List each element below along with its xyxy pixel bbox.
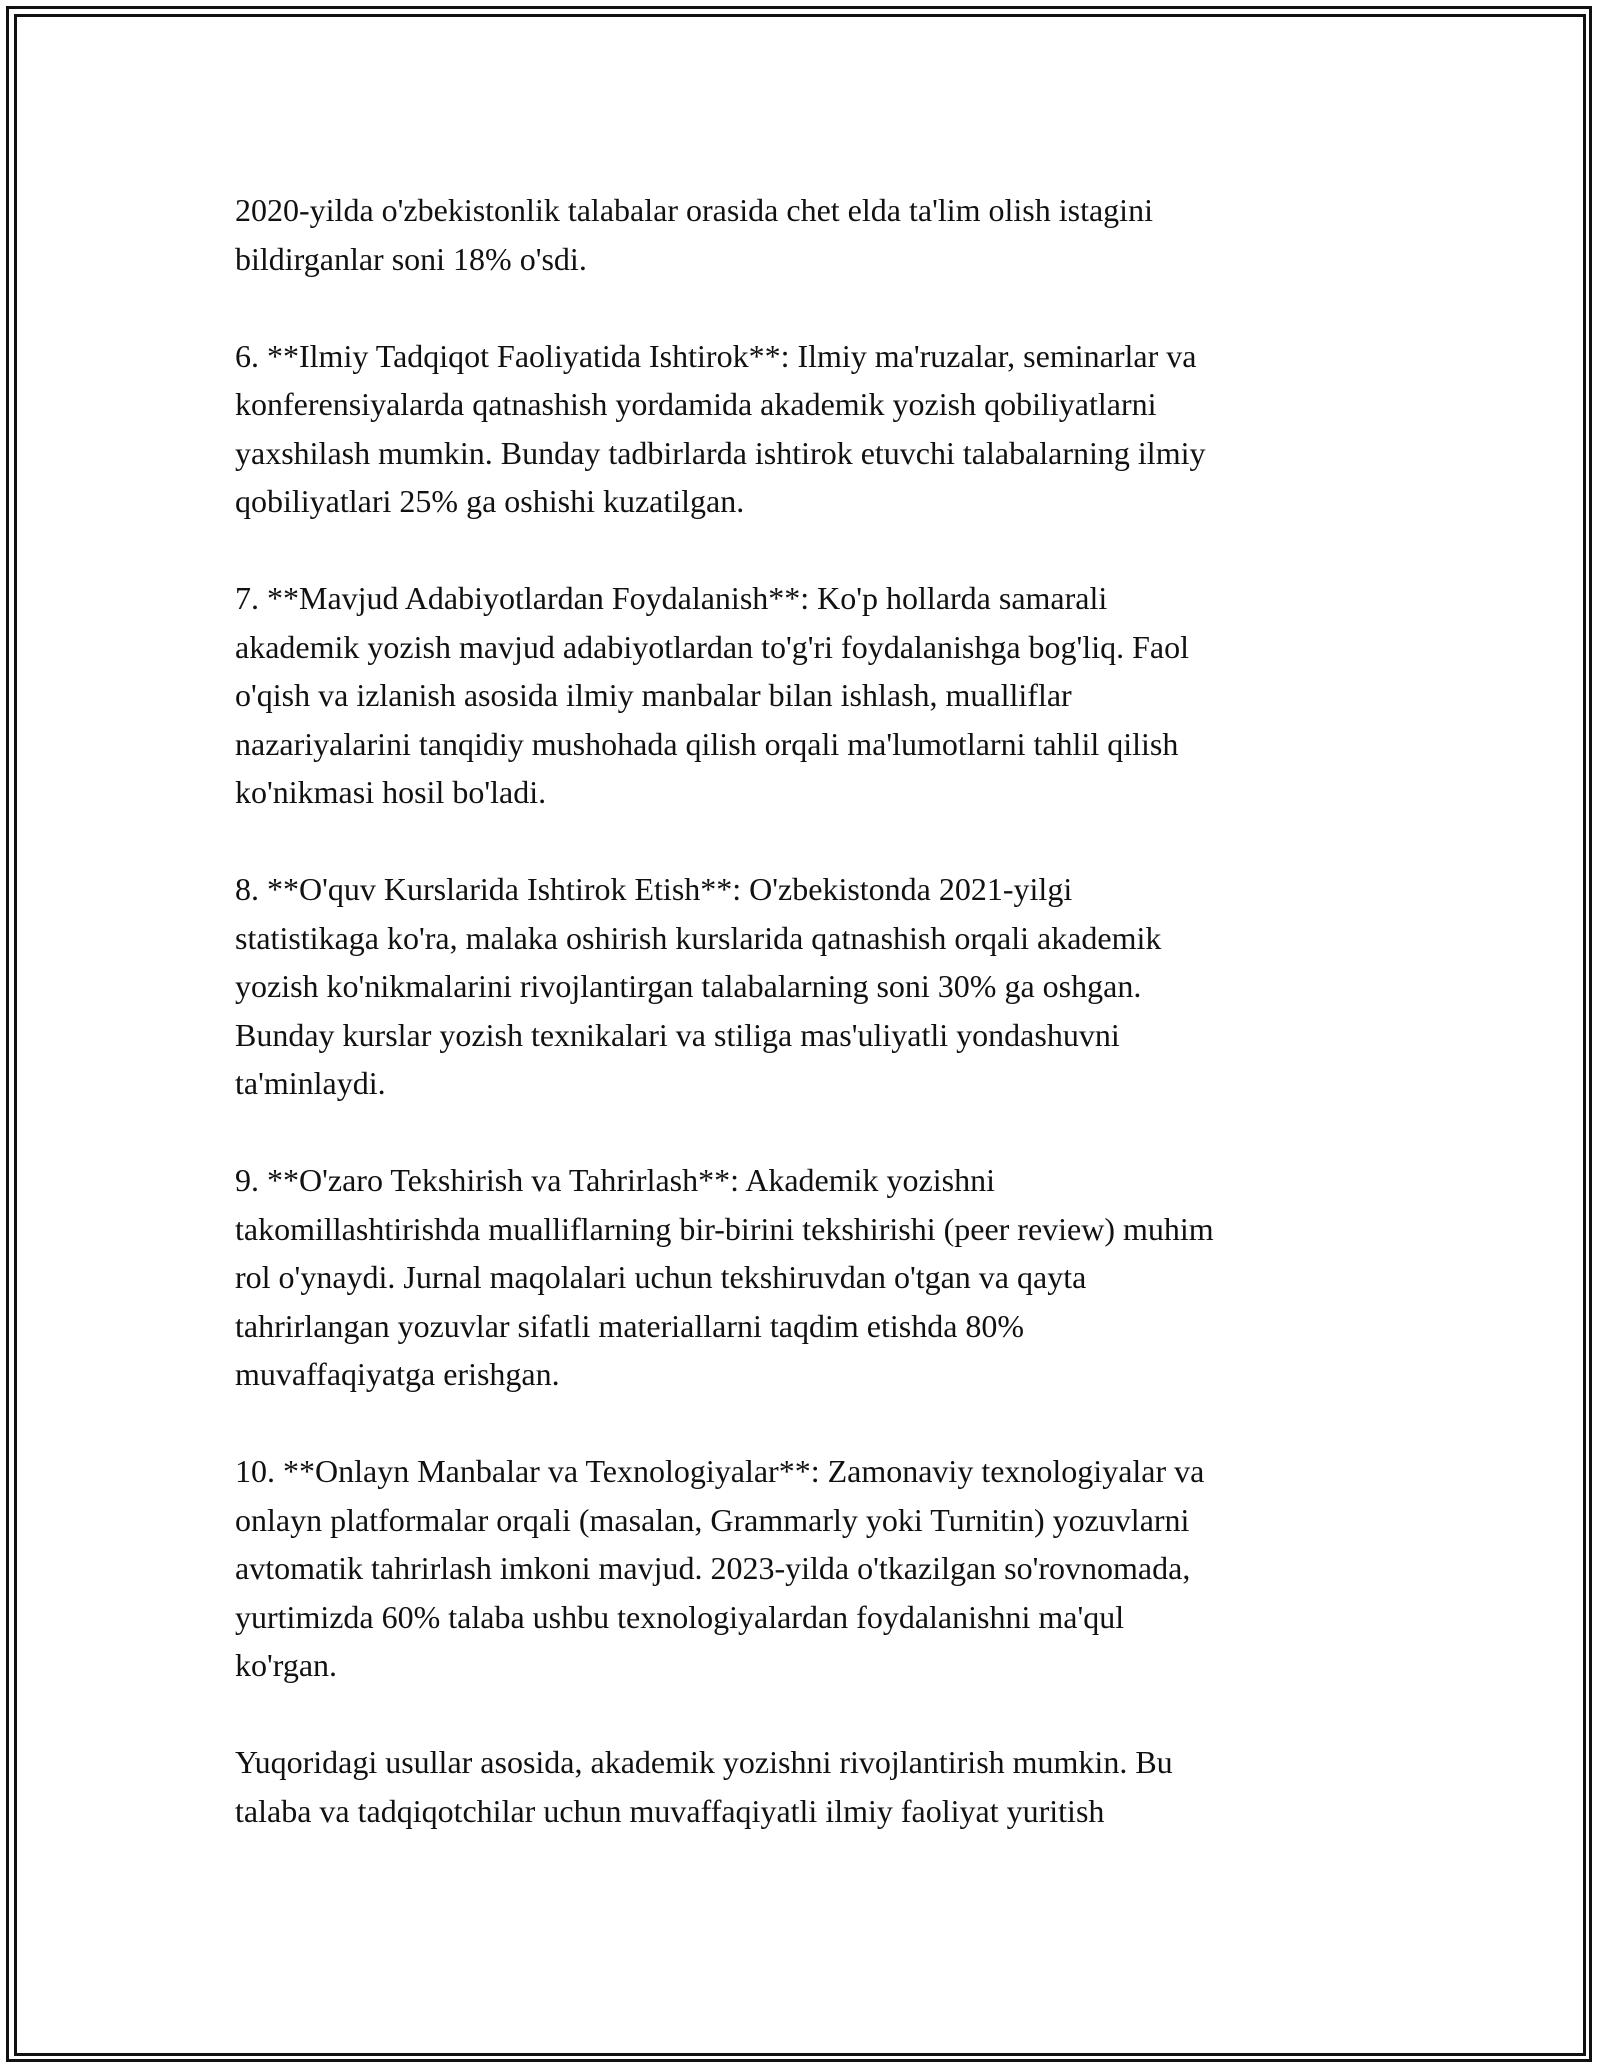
paragraph-conclusion: Yuqoridagi usullar asosida, akademik yozishni rivojlantirish mumkin. Bu talaba va tadqiqotchilar uchun muvaffaqiyatli ilmiy faoliyat yuritish — [235, 1744, 1173, 1829]
paragraph-item-6: 6. **Ilmiy Tadqiqot Faoliyatida Ishtirok**: Ilmiy ma'ruzalar, seminarlar va konferensiyalarda qatnashish yordamida akademik yozish qobiliyatlarni yaxshilash mumkin. Bunday tadbirlarda ishtirok etuvchi talabalarning ilmiy qobiliyatlari 25% ga oshishi kuzatilgan. — [235, 337, 1206, 519]
document-body — [235, 186, 1365, 1884]
paragraph-item-10: 10. **Onlayn Manbalar va Texnologiyalar**: Zamonaviy texnologiyalar va onlayn platformalar orqali (masalan, Grammarly yoki Turnitin) yozuvlarni avtomatik tahrirlash imkoni mavjud. 2023-yilda o'tkazilgan so'rovnomada, yurtimizda 60% talaba ushbu texnologiyalardan foydalanishni ma'qul ko'rgan. — [235, 1453, 1205, 1683]
paragraph-item-7: 7. **Mavjud Adabiyotlardan Foydalanish**: Ko'p hollarda samarali akademik yozish mavjud adabiyotlardan to'g'ri foydalanishga bog'liq. Faol o'qish va izlanish asosida ilmiy manbalar bilan ishlash, mualliflar nazariyalarini tanqidiy mushohada qilish orqali ma'lumotlarni tahlil qilish ko'nikmasi hosil bo'ladi. — [235, 580, 1189, 810]
paragraph-intro-continued: 2020-yilda o'zbekistonlik talabalar orasida chet elda ta'lim olish istagini bildirganlar soni 18% o'sdi. — [235, 192, 1153, 277]
paragraph-item-9: 9. **O'zaro Tekshirish va Tahrirlash**: Akademik yozishni takomillashtirishda mualliflarning bir-birini tekshirishi (peer review) muhim rol o'ynaydi. Jurnal maqolalari uchun tekshiruvdan o'tgan va qayta tahrirlangan yozuvlar sifatli materiallarni taqdim etishda 80% muvaffaqiyatga erishgan. — [235, 1162, 1214, 1392]
paragraph-item-8: 8. **O'quv Kurslarida Ishtirok Etish**: O'zbekistonda 2021-yilgi statistikaga ko'ra, malaka oshirish kurslarida qatnashish orqali akademik yozish ko'nikmalarini rivojlantirgan talabalarning soni 30% ga oshgan. Bunday kurslar yozish texnikalari va stiliga mas'uliyatli yondashuvni ta'minlaydi. — [235, 871, 1162, 1101]
